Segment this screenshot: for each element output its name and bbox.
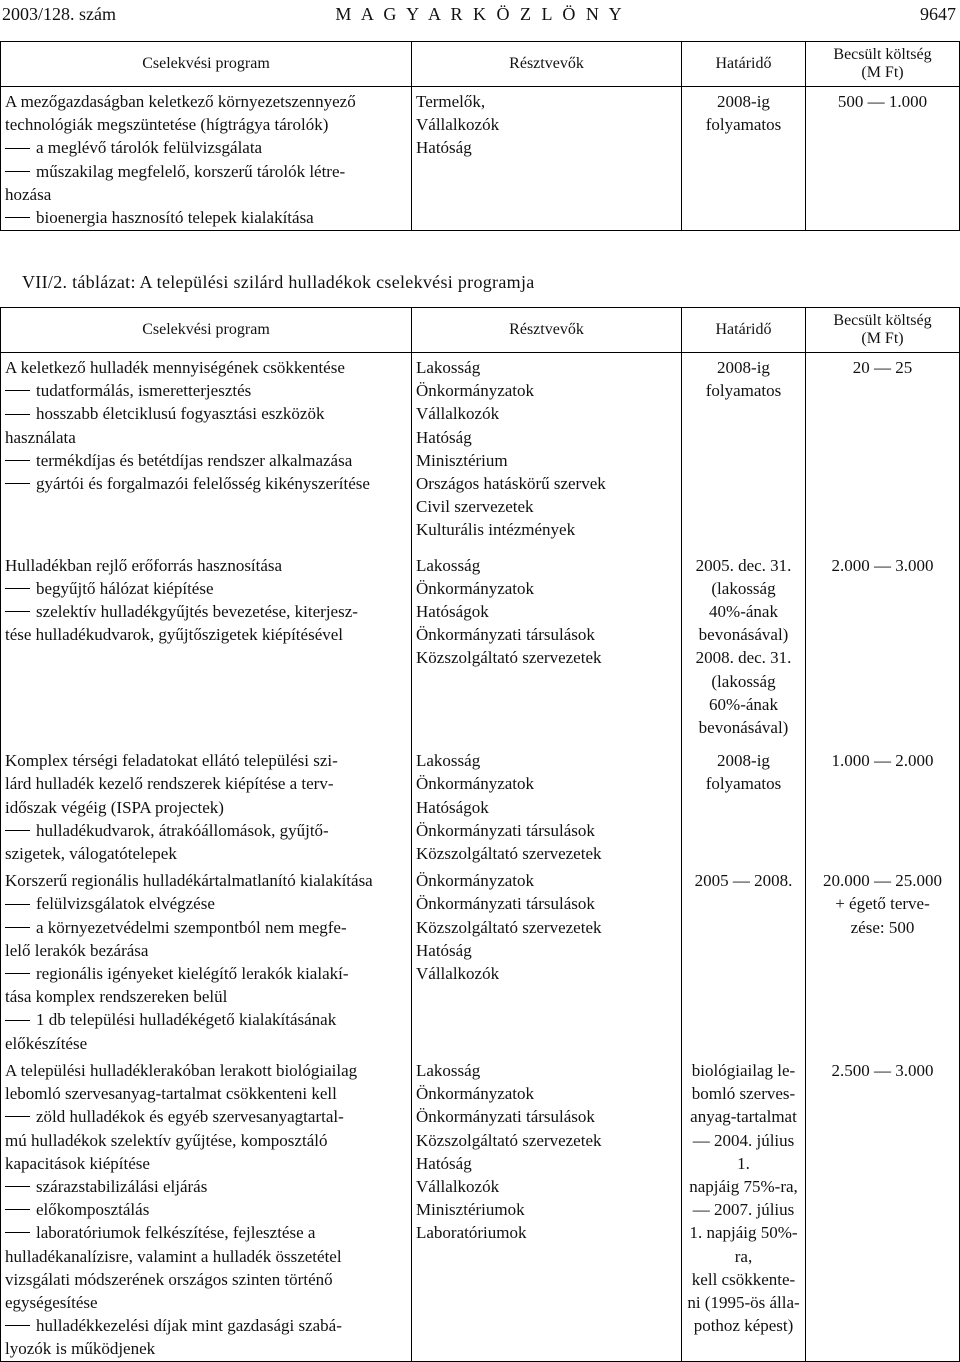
dash-mark <box>5 1232 30 1233</box>
participant-item: Termelők, <box>416 92 486 111</box>
participant-item: Lakosság <box>416 358 481 377</box>
program-line: tudatformálás, ismeretterjesztés <box>5 379 407 402</box>
participants-cell <box>412 869 682 1059</box>
program-line: A keletkező hulladék mennyiségének csökkentése <box>5 358 345 377</box>
program-line: regionális igényeket kielégítő lerakók kialakí- <box>5 962 407 985</box>
program-line: begyűjtő hálózat kiépítése <box>5 577 407 600</box>
deadline-line: — 2004. július 1. <box>692 1130 795 1173</box>
cost-line: 2.000 — 3.000 <box>831 555 934 575</box>
cost-line: 500 — 1.000 <box>837 92 928 111</box>
participant-item: Minisztériumok <box>416 1200 525 1220</box>
participant-item: Laboratóriumok <box>416 1223 527 1243</box>
program-line: szelektív hulladékgyűjtés bevezetése, kiterjesz- <box>5 600 407 623</box>
dash-mark <box>5 1020 30 1021</box>
program-line: termékdíjas és betétdíjas rendszer alkalmazása <box>5 449 407 472</box>
deadline-line: ni (1995-ös álla- <box>687 1292 800 1312</box>
participant-item: Vállalkozók <box>416 1176 500 1196</box>
col-header-participants: Résztvevők <box>412 42 682 87</box>
deadline-cell <box>682 554 806 750</box>
participant-item: Közszolgáltató szervezetek <box>416 917 602 937</box>
deadline-line: anyag-tartalmat <box>690 1107 797 1127</box>
participants-cell <box>412 353 682 554</box>
table-row <box>1 749 960 869</box>
dash-mark <box>5 171 30 172</box>
participant-item: Önkormányzatok <box>416 774 535 794</box>
program-line: kapacitások kiépítése <box>5 1153 150 1173</box>
program-line: zöld hulladékok és egyéb szervesanyagtartal- <box>5 1105 407 1128</box>
cost-cell <box>806 353 960 554</box>
dash-mark <box>5 217 30 218</box>
program-line: szárazstabilizálási eljárás <box>5 1175 407 1198</box>
cost-line: + égető terve- <box>835 894 930 914</box>
program-line: technológiák megszüntetése (hígtrágya tárolók) <box>5 115 329 135</box>
deadline-line: 2008-ig <box>717 751 770 771</box>
program-line: Korszerű regionális hulladékártalmatlanító kialakítása <box>5 871 373 891</box>
deadline-cell <box>682 869 806 1059</box>
program-line: 1 db települési hulladékégető kialakításának <box>5 1008 407 1031</box>
participant-item: Vállalkozók <box>416 964 500 984</box>
dash-mark <box>5 390 30 391</box>
dash-mark <box>5 904 30 905</box>
deadline-line: 60%-ának <box>709 694 778 714</box>
dash-mark <box>5 927 30 928</box>
program-line: használata <box>5 427 76 447</box>
deadline-line: folyamatos <box>705 774 782 794</box>
program-line: bioenergia hasznosító telepek kialakítása <box>5 206 407 229</box>
dash-mark <box>5 148 30 149</box>
participant-item: Hatóságok <box>416 797 489 817</box>
participant-item: Hatóságok <box>416 602 489 622</box>
program-cell <box>1 353 412 554</box>
participant-item: Önkormányzati társulások <box>416 1107 595 1127</box>
participant-item: Önkormányzatok <box>416 381 535 401</box>
participant-item: Hatóság <box>416 427 472 447</box>
col-header-program: Cselekvési program <box>1 308 412 353</box>
publication-title: M A G Y A R K Ö Z L Ö N Y <box>335 4 625 24</box>
program-line: a meglévő tárolók felülvizsgálata <box>5 136 407 159</box>
dash-mark <box>5 460 30 461</box>
participant-item: Közszolgáltató szervezetek <box>416 648 602 668</box>
program-line: előkészítése <box>5 1033 88 1053</box>
table-row <box>1 554 960 750</box>
table-caption: VII/2. táblázat: A települési szilárd hulladékok cselekvési programja <box>22 272 535 292</box>
cost-line: 1.000 — 2.000 <box>831 751 934 771</box>
dash-mark <box>5 1325 30 1326</box>
participant-item: Kulturális intézmények <box>416 520 576 540</box>
deadline-cell <box>682 749 806 869</box>
participant-item: Lakosság <box>416 1060 481 1080</box>
participant-item: Vállalkozók <box>416 404 500 424</box>
participants-cell <box>412 1059 682 1361</box>
table-municipal-waste <box>0 307 960 1362</box>
participant-item: Önkormányzatok <box>416 1084 535 1104</box>
deadline-line: bevonásával) <box>698 625 789 645</box>
program-line: Hulladékban rejlő erőforrás hasznosítása <box>5 555 283 575</box>
deadline-line: 2008. dec. 31. <box>695 648 792 668</box>
cost-cell <box>806 87 960 231</box>
program-line: a környezetvédelmi szempontból nem megfe- <box>5 916 407 939</box>
participant-item: Önkormányzati társulások <box>416 820 595 840</box>
program-line: hulladékkezelési díjak mint gazdasági szabá- <box>5 1314 407 1337</box>
program-line: Komplex térségi feladatokat ellátó települési szi- <box>5 751 338 771</box>
col-header-deadline: Határidő <box>682 42 806 87</box>
cost-line: 20.000 — 25.000 <box>823 871 942 891</box>
dash-mark <box>5 1116 30 1117</box>
dash-mark <box>5 973 30 974</box>
program-line: műszakilag megfelelő, korszerű tárolók létre- <box>5 160 407 183</box>
participant-item: Önkormányzati társulások <box>416 625 595 645</box>
page-header <box>0 0 960 30</box>
cost-line: 2.500 — 3.000 <box>831 1060 934 1080</box>
program-line: mú hulladékok szelektív gyűjtése, komposztáló <box>5 1130 328 1150</box>
program-line: időszak végéig (ISPA projectek) <box>5 797 224 817</box>
participant-item: Vállalkozók <box>416 115 500 135</box>
program-line: tása komplex rendszereken belül <box>5 987 228 1007</box>
program-line: hulladékudvarok, átrakóállomások, gyűjtő- <box>5 819 407 842</box>
deadline-line: 1. napjáig 50%-ra, <box>689 1223 798 1266</box>
cost-line: 20 — 25 <box>852 358 913 377</box>
table-row <box>1 87 960 231</box>
cost-cell <box>806 749 960 869</box>
program-line: lelő lerakók bezárása <box>5 940 149 960</box>
participants-cell <box>412 554 682 750</box>
program-line: gyártói és forgalmazói felelősség kikényszerítése <box>5 472 407 495</box>
program-line: hozása <box>5 184 52 204</box>
participant-item: Országos hatáskörű szervek <box>416 474 606 494</box>
program-line: tése hulladékudvarok, gyűjtőszigetek kiépítésével <box>5 625 344 645</box>
participant-item: Hatóság <box>416 138 472 158</box>
deadline-line: bevonásával) <box>698 718 789 738</box>
program-line: hosszabb életciklusú fogyasztási eszközök <box>5 402 407 425</box>
program-line: előkomposztálás <box>5 1198 407 1221</box>
program-line: A mezőgazdaságban keletkező környezetszennyező <box>5 92 356 111</box>
program-line: lárd hulladék kezelő rendszerek kiépítése a terv- <box>5 774 334 794</box>
cost-cell <box>806 1059 960 1361</box>
deadline-line: folyamatos <box>705 115 782 135</box>
program-line: laboratóriumok felkészítése, fejlesztése a <box>5 1221 407 1244</box>
program-line: lebomló szervesanyag-tartalmat csökkenteni kell <box>5 1084 337 1104</box>
deadline-line: napjáig 75%-ra, <box>689 1176 798 1196</box>
dash-mark <box>5 483 30 484</box>
col-header-program: Cselekvési program <box>1 42 412 87</box>
table-row <box>1 1059 960 1361</box>
program-line: lyozók is működjenek <box>5 1339 156 1359</box>
col-header-cost: Becsült költség (M Ft) <box>806 42 960 87</box>
participant-item: Hatóság <box>416 940 472 960</box>
participant-item: Minisztérium <box>416 450 508 470</box>
cost-line: zése: 500 <box>850 917 915 937</box>
deadline-line: bomló szerves- <box>691 1084 796 1104</box>
deadline-cell <box>682 1059 806 1361</box>
deadline-line: 2008-ig <box>717 358 770 377</box>
dash-mark <box>5 1209 30 1210</box>
program-line: szigetek, válogatótelepek <box>5 844 177 864</box>
page-number: 9647 <box>920 4 956 24</box>
table-agriculture <box>0 41 960 231</box>
cost-cell <box>806 869 960 1059</box>
program-cell <box>1 749 412 869</box>
program-line: A települési hulladéklerakóban lerakott biológiailag <box>5 1060 358 1080</box>
deadline-line: folyamatos <box>705 381 782 401</box>
participant-item: Közszolgáltató szervezetek <box>416 844 602 864</box>
participant-item: Lakosság <box>416 751 481 771</box>
dash-mark <box>5 611 30 612</box>
participant-item: Önkormányzatok <box>416 871 535 891</box>
issue-number: 2003/128. szám <box>2 4 116 24</box>
col-header-deadline: Határidő <box>682 308 806 353</box>
deadline-line: biológiailag le- <box>691 1060 796 1080</box>
participant-item: Közszolgáltató szervezetek <box>416 1130 602 1150</box>
col-header-cost: Becsült költség (M Ft) <box>806 308 960 353</box>
deadline-line: (lakosság <box>711 578 776 598</box>
program-line: hulladékanalízisre, valamint a hulladék összetétel <box>5 1246 342 1266</box>
participant-item: Önkormányzatok <box>416 578 535 598</box>
deadline-line: — 2007. július <box>692 1200 795 1220</box>
deadline-line: 2008-ig <box>717 92 770 111</box>
table-row <box>1 353 960 554</box>
program-cell <box>1 554 412 750</box>
dash-mark <box>5 414 30 415</box>
deadline-line: 2005 — 2008. <box>694 871 793 891</box>
deadline-cell <box>682 87 806 231</box>
participant-item: Civil szervezetek <box>416 497 534 517</box>
cost-cell <box>806 554 960 750</box>
table-row <box>1 869 960 1059</box>
deadline-line: 40%-ának <box>709 602 778 622</box>
col-header-participants: Résztvevők <box>412 308 682 353</box>
program-cell <box>1 869 412 1059</box>
deadline-line: pothoz képest) <box>693 1316 794 1336</box>
deadline-cell <box>682 353 806 554</box>
participant-item: Hatóság <box>416 1153 472 1173</box>
participants-cell <box>412 87 682 231</box>
program-line: vizsgálati módszerének országos szinten történő <box>5 1269 333 1289</box>
participant-item: Lakosság <box>416 555 481 575</box>
program-cell <box>1 87 412 231</box>
program-cell <box>1 1059 412 1361</box>
dash-mark <box>5 1186 30 1187</box>
participants-cell <box>412 749 682 869</box>
dash-mark <box>5 588 30 589</box>
participant-item: Önkormányzati társulások <box>416 894 595 914</box>
deadline-line: 2005. dec. 31. <box>695 555 792 575</box>
deadline-line: kell csökkente- <box>691 1269 796 1289</box>
program-line: egységesítése <box>5 1292 98 1312</box>
dash-mark <box>5 830 30 831</box>
deadline-line: (lakosság <box>711 671 776 691</box>
program-line: felülvizsgálatok elvégzése <box>5 892 407 915</box>
